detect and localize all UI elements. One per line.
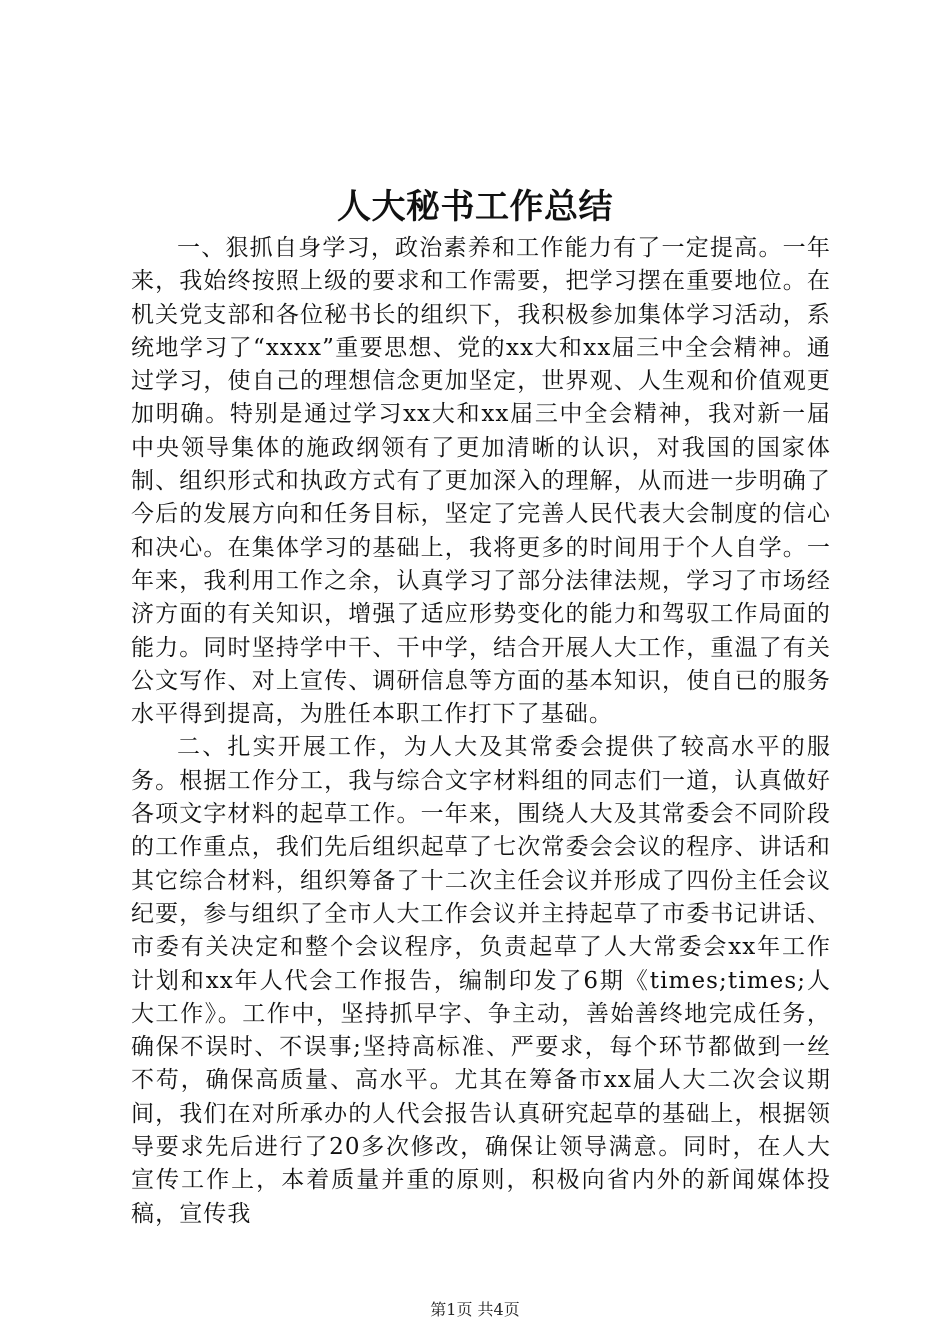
document-title: 人大秘书工作总结 <box>337 187 613 227</box>
document-body <box>131 232 831 1231</box>
page-footer: 第1页 共4页 <box>430 1300 520 1319</box>
paragraph-work: 二、扎实开展工作，为人大及其常委会提供了较高水平的服务。根据工作分工，我与综合文字材料组的同志们一道，认真做好各项文字材料的起草工作。一年来，围绕人大及其常委会不同阶段的工作重点，我们先后组织起草了七次常委会会议的程序、讲话和其它综合材料，组织筹备了十二次主任会议并形成了四份主任会议纪要，参与组织了全市人大工作会议并主持起草了市委书记讲话、市委有关决定和整个会议程序，负责起草了人大常委会xx年工作计划和xx年人代会工作报告，编制印发了6期《times;times;人大工作》。工作中，坚持抓早字、争主动，善始善终地完成任务，确保不误时、不误事;坚持高标准、严要求，每个环节都做到一丝不苟，确保高质量、高水平。尤其在筹备市xx届人大二次会议期间，我们在对所承办的人代会报告认真研究起草的基础上，根据领导要求先后进行了20多次修改，确保让领导满意。同时，在人大宣传工作上，本着质量并重的原则，积极向省内外的新闻媒体投稿，宣传我 <box>131 734 831 1227</box>
paragraph-study: 一、狠抓自身学习，政治素养和工作能力有了一定提高。一年来，我始终按照上级的要求和工作需要，把学习摆在重要地位。在机关党支部和各位秘书长的组织下，我积极参加集体学习活动，系统地学习了“xxxx”重要思想、党的xx大和xx届三中全会精神。通过学习，使自己的理想信念更加坚定，世界观、人生观和价值观更加明确。特别是通过学习xx大和xx届三中全会精神，我对新一届中央领导集体的施政纲领有了更加清晰的认识，对我国的国家体制、组织形式和执政方式有了更加深入的理解，从而进一步明确了今后的发展方向和任务目标，坚定了完善人民代表大会制度的信心和决心。在集体学习的基础上，我将更多的时间用于个人自学。一年来，我利用工作之余，认真学习了部分法律法规，学习了市场经济方面的有关知识，增强了适应形势变化的能力和驾驭工作局面的能力。同时坚持学中干、干中学，结合开展人大工作，重温了有关公文写作、对上宣传、调研信息等方面的基本知识，使自已的服务水平得到提高，为胜任本职工作打下了基础。 <box>131 235 831 728</box>
